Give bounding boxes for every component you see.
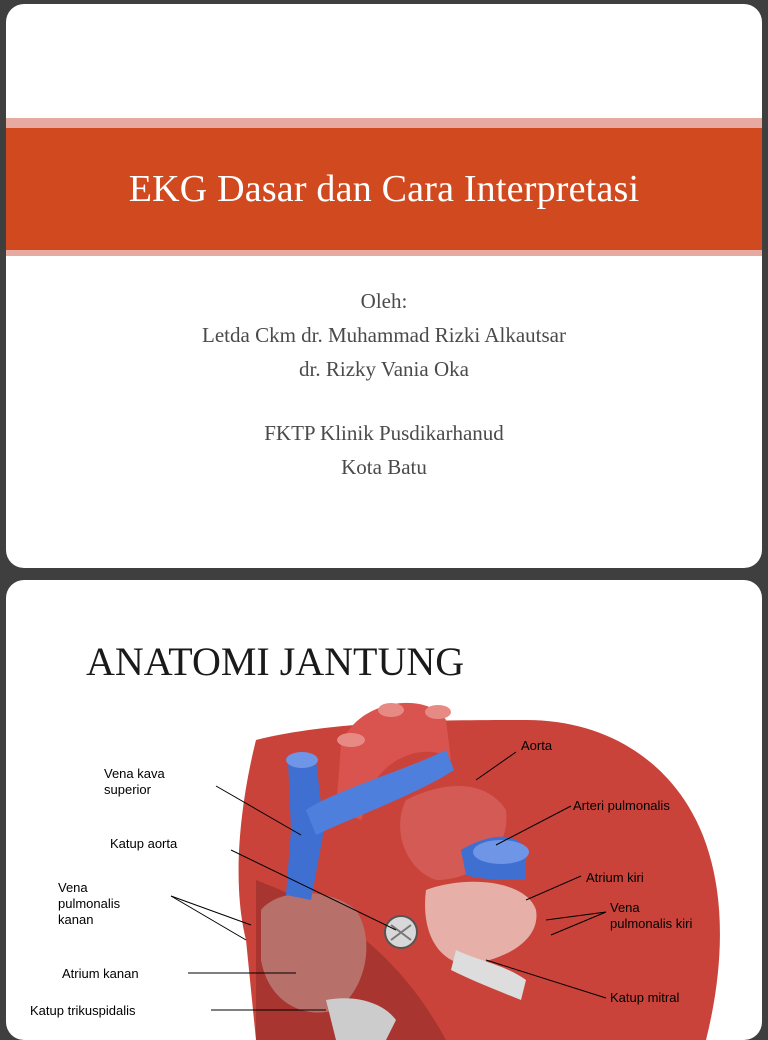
slide-title: ANATOMI JANTUNG xyxy=(86,639,465,684)
title-band-accent-bottom xyxy=(6,250,762,256)
heart-diagram xyxy=(6,580,762,1040)
label-katup-aorta: Katup aorta xyxy=(110,836,178,851)
byline-label: Oleh: xyxy=(360,289,408,313)
aorta-branch-2 xyxy=(378,703,404,717)
author-2: dr. Rizky Vania Oka xyxy=(299,357,469,381)
label-vena-pulm-kiri-line2: pulmonalis kiri xyxy=(610,916,693,931)
label-vena-pulm-kanan-line1: Vena xyxy=(58,880,88,895)
label-aorta: Aorta xyxy=(521,738,553,753)
anatomy-slide xyxy=(6,580,762,1040)
author-1: Letda Ckm dr. Muhammad Rizki Alkautsar xyxy=(202,323,566,347)
presentation-title: EKG Dasar dan Cara Interpretasi xyxy=(128,168,640,210)
aorta-branch-3 xyxy=(425,705,451,719)
label-arteri-pulmonalis: Arteri pulmonalis xyxy=(573,798,670,813)
label-atrium-kanan: Atrium kanan xyxy=(62,966,139,981)
city: Kota Batu xyxy=(341,455,427,479)
label-katup-mitral: Katup mitral xyxy=(610,990,680,1005)
pulmonary-vein-opening xyxy=(473,840,529,864)
label-katup-trikuspidalis: Katup trikuspidalis xyxy=(30,1003,136,1018)
title-band xyxy=(6,128,762,250)
title-slide xyxy=(6,4,762,568)
label-vena-pulm-kiri-line1: Vena xyxy=(610,900,640,915)
vena-cava-opening xyxy=(286,752,318,768)
label-vena-pulm-kanan-line3: kanan xyxy=(58,912,94,927)
author-block xyxy=(6,284,762,484)
label-atrium-kiri: Atrium kiri xyxy=(586,870,644,885)
author-spacer xyxy=(6,386,762,416)
title-band-accent-top xyxy=(6,118,762,128)
label-vena-kava-line1: Vena kava xyxy=(104,766,165,781)
institution: FKTP Klinik Pusdikarhanud xyxy=(264,421,504,445)
label-vena-kava-line2: superior xyxy=(104,782,151,797)
label-vena-pulm-kanan-line2: pulmonalis xyxy=(58,896,121,911)
aorta-branch-1 xyxy=(337,733,365,747)
